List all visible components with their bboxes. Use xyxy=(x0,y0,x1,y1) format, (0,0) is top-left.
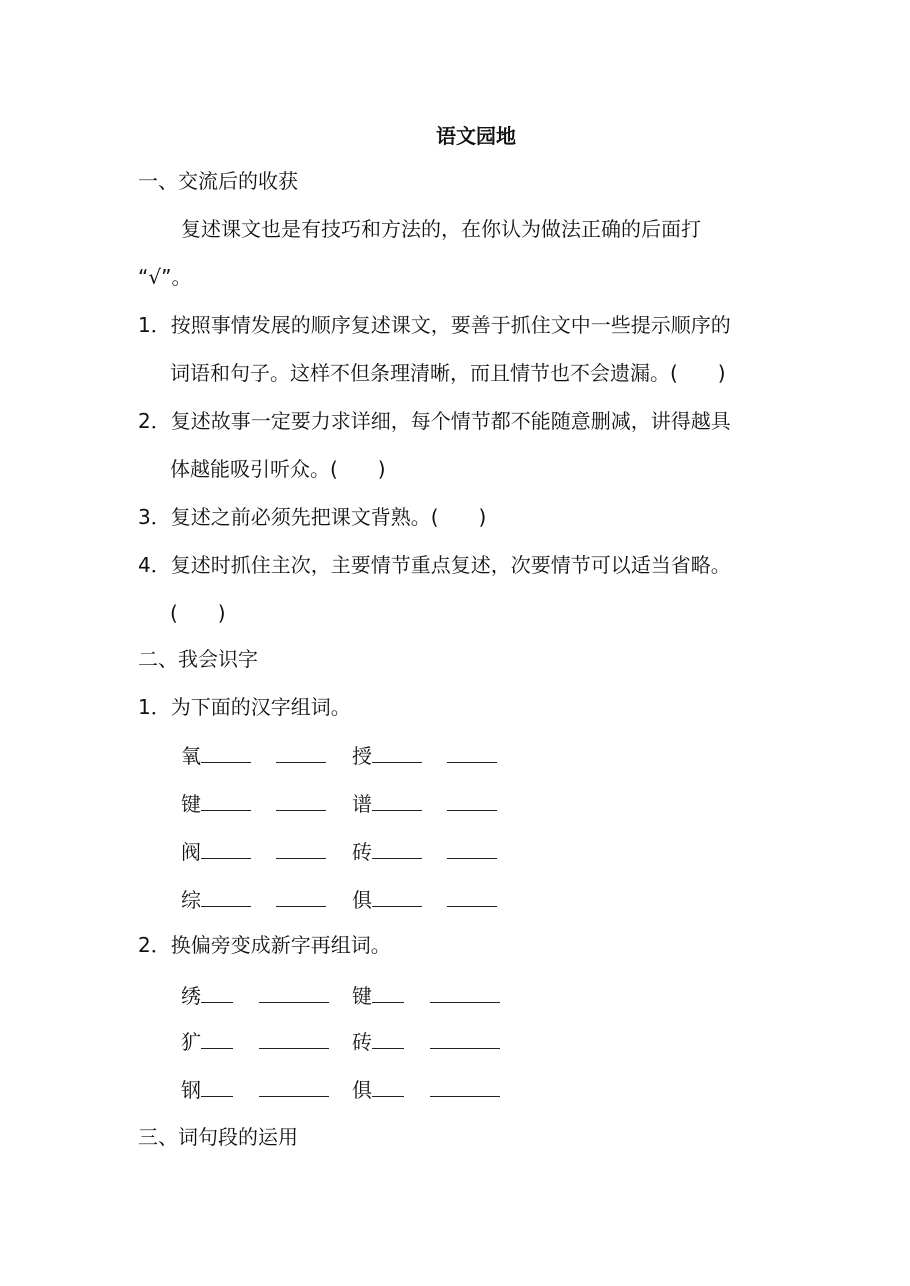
word-char: 授 xyxy=(352,744,372,768)
fill-blank[interactable] xyxy=(201,1076,233,1097)
q2-row xyxy=(181,1028,500,1055)
fill-blank[interactable] xyxy=(259,982,329,1003)
section1-heading: 一、交流后的收获 xyxy=(138,169,298,193)
fill-blank[interactable] xyxy=(372,838,422,859)
item-1-text: 按照事情发展的顺序复述课文，要善于抓住文中一些提示顺序的 xyxy=(170,313,731,337)
fill-blank[interactable] xyxy=(372,1028,404,1049)
fill-blank[interactable] xyxy=(201,982,233,1003)
item-2-text-cont: 体越能吸引听众。 xyxy=(170,457,330,481)
word-char: 键 xyxy=(352,984,372,1008)
section2-heading: 二、我会识字 xyxy=(138,647,258,671)
word-char: 综 xyxy=(181,888,201,912)
word-char: 谱 xyxy=(352,792,372,816)
fill-blank[interactable] xyxy=(201,886,251,907)
section1-intro-line1: 复述课文也是有技巧和方法的，在你认为做法正确的后面打 xyxy=(181,217,701,241)
item-4-line2 xyxy=(170,600,226,626)
word-char: 键 xyxy=(181,792,201,816)
q2-row xyxy=(181,1076,500,1103)
section1-intro-line2: “√”。 xyxy=(138,265,192,289)
item-4-line1 xyxy=(138,552,731,578)
word-char: 氧 xyxy=(181,744,201,768)
word-char: 砖 xyxy=(352,1030,372,1054)
q1-row xyxy=(181,838,497,865)
item-3-line xyxy=(138,504,486,530)
fill-blank[interactable] xyxy=(201,742,251,763)
item-2-line2 xyxy=(170,456,386,482)
page-title: 语文园地 xyxy=(436,124,516,148)
word-char: 俱 xyxy=(352,888,372,912)
word-char: 砖 xyxy=(352,840,372,864)
fill-blank[interactable] xyxy=(372,982,404,1003)
fill-blank[interactable] xyxy=(276,742,326,763)
item-2-text: 复述故事一定要力求详细，每个情节都不能随意删减，讲得越具 xyxy=(170,409,731,433)
q1-row xyxy=(181,790,497,817)
section3-heading: 三、词句段的运用 xyxy=(138,1125,298,1149)
answer-bracket[interactable]: ( ) xyxy=(330,457,386,481)
fill-blank[interactable] xyxy=(201,1028,233,1049)
fill-blank[interactable] xyxy=(447,838,497,859)
fill-blank[interactable] xyxy=(447,742,497,763)
fill-blank[interactable] xyxy=(430,1076,500,1097)
fill-blank[interactable] xyxy=(447,886,497,907)
fill-blank[interactable] xyxy=(372,1076,404,1097)
fill-blank[interactable] xyxy=(430,982,500,1003)
word-char: 绣 xyxy=(181,984,201,1008)
word-char: 钢 xyxy=(181,1078,201,1102)
item-3-number: 3． xyxy=(138,505,171,529)
word-char: 俱 xyxy=(352,1078,372,1102)
answer-bracket[interactable]: ( ) xyxy=(170,601,226,625)
fill-blank[interactable] xyxy=(372,886,422,907)
q1-row xyxy=(181,742,497,769)
word-char: 犷 xyxy=(181,1030,201,1054)
item-3-text: 复述之前必须先把课文背熟。 xyxy=(170,505,431,529)
fill-blank[interactable] xyxy=(259,1028,329,1049)
q2-row xyxy=(181,982,500,1009)
item-4-text: 复述时抓住主次，主要情节重点复述，次要情节可以适当省略。 xyxy=(170,553,731,577)
fill-blank[interactable] xyxy=(276,838,326,859)
fill-blank[interactable] xyxy=(276,790,326,811)
item-2-line1 xyxy=(138,408,731,434)
answer-bracket[interactable]: ( ) xyxy=(670,361,726,385)
item-1-line2 xyxy=(170,360,726,386)
fill-blank[interactable] xyxy=(201,790,251,811)
q1-row xyxy=(181,886,497,913)
fill-blank[interactable] xyxy=(276,886,326,907)
item-1-text-cont: 词语和句子。这样不但条理清晰，而且情节也不会遗漏。 xyxy=(170,361,670,385)
q1-label: 1．为下面的汉字组词。 xyxy=(138,695,351,719)
item-1-number: 1． xyxy=(138,313,171,337)
answer-bracket[interactable]: ( ) xyxy=(430,505,487,529)
item-1-line1 xyxy=(138,312,731,338)
word-char: 阀 xyxy=(181,840,201,864)
fill-blank[interactable] xyxy=(372,742,422,763)
fill-blank[interactable] xyxy=(447,790,497,811)
fill-blank[interactable] xyxy=(372,790,422,811)
fill-blank[interactable] xyxy=(259,1076,329,1097)
fill-blank[interactable] xyxy=(430,1028,500,1049)
fill-blank[interactable] xyxy=(201,838,251,859)
q2-label: 2．换偏旁变成新字再组词。 xyxy=(138,933,391,957)
item-4-number: 4． xyxy=(138,553,171,577)
item-2-number: 2． xyxy=(138,409,171,433)
